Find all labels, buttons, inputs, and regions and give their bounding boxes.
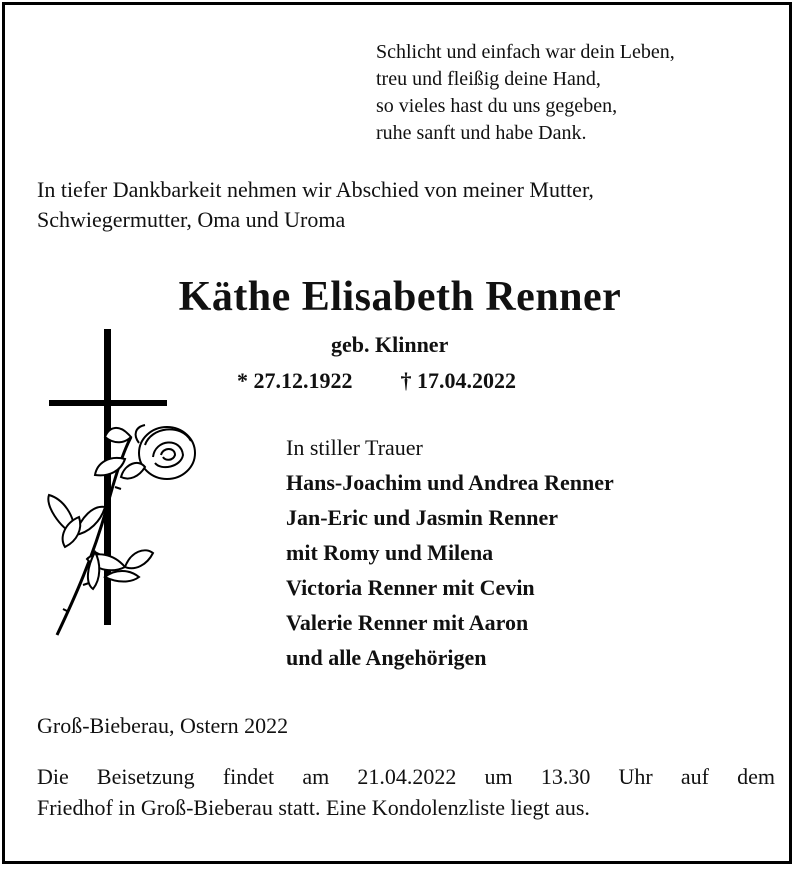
verse-line: treu und fleißig deine Hand, — [376, 68, 601, 90]
mourner-line: Jan-Eric und Jasmin Renner — [286, 505, 558, 530]
verse-line: so vieles hast du uns gegeben, — [376, 95, 618, 117]
funeral-line: Friedhof in Groß-Bieberau statt. Eine Kondolenzliste liegt aus. — [37, 795, 590, 820]
mourner-line: Victoria Renner mit Cevin — [286, 575, 535, 600]
place-and-date: Groß-Bieberau, Ostern 2022 — [37, 713, 289, 738]
birth-name: geb. Klinner — [331, 332, 449, 357]
intro-text — [37, 175, 767, 235]
intro-line: Schwiegermutter, Oma und Uroma — [37, 207, 346, 232]
cross-with-rose-icon — [35, 327, 205, 647]
birth-date: * 27.12.1922 — [237, 368, 353, 393]
verse-line: ruhe sanft und habe Dank. — [376, 122, 587, 144]
mourner-line: und alle Angehörigen — [286, 645, 487, 670]
intro-line: In tiefer Dankbarkeit nehmen wir Abschied von meiner Mutter, — [37, 177, 594, 202]
obituary-notice — [2, 2, 792, 864]
verse-line: Schlicht und einfach war dein Leben, — [376, 41, 675, 63]
mourners-list — [286, 430, 614, 675]
verse — [376, 39, 675, 147]
deceased-name: Käthe Elisabeth Renner — [178, 274, 622, 320]
funeral-info — [37, 761, 775, 823]
mourners-heading: In stiller Trauer — [286, 435, 423, 460]
death-date: † 17.04.2022 — [400, 368, 516, 393]
life-dates — [237, 368, 516, 394]
mourner-line: Valerie Renner mit Aaron — [286, 610, 529, 635]
mourner-line: mit Romy und Milena — [286, 540, 494, 565]
mourner-line: Hans-Joachim und Andrea Renner — [286, 470, 614, 495]
funeral-line: Die Beisetzung findet am 21.04.2022 um 13.30 Uhr auf dem — [37, 764, 775, 789]
